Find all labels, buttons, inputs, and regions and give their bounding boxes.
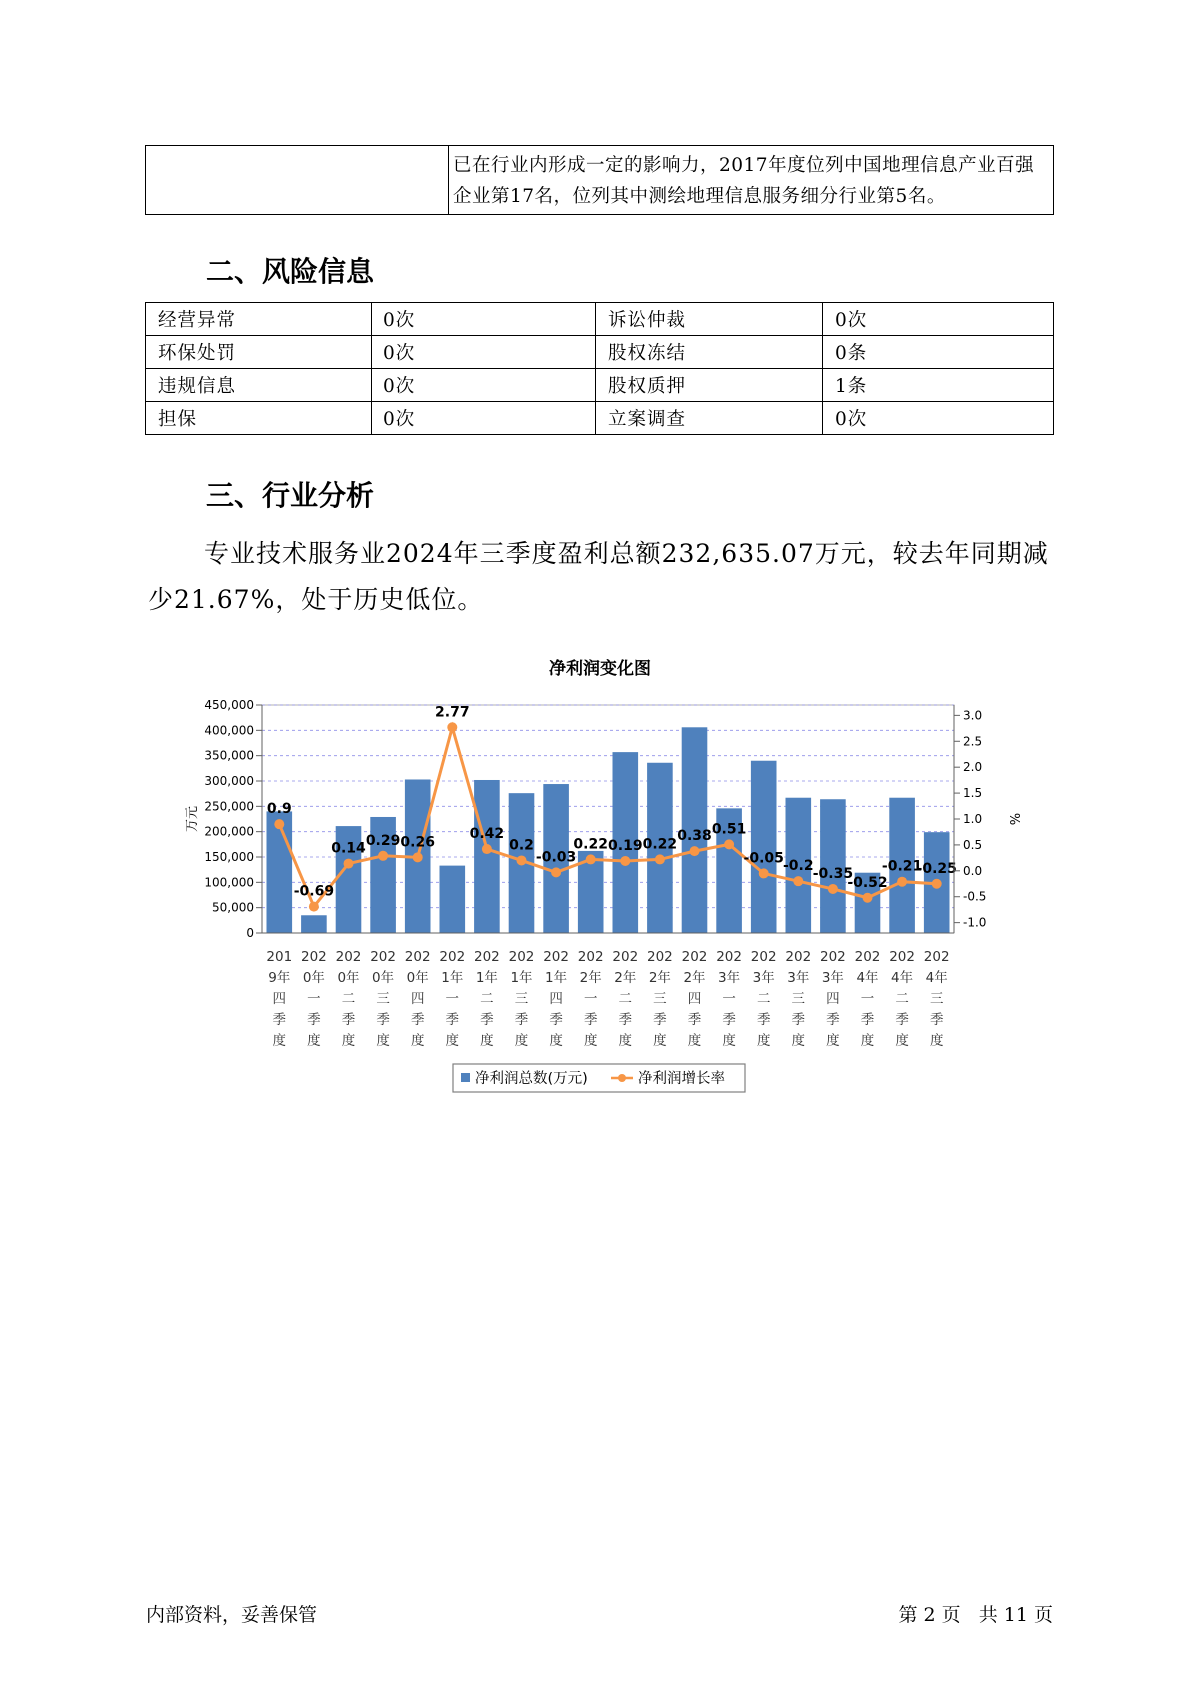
growth-point bbox=[274, 819, 284, 829]
risk-label: 经营异常 bbox=[146, 303, 372, 336]
x-tick-label bbox=[474, 949, 500, 1049]
x-tick-label-line: 季 bbox=[687, 1012, 702, 1028]
x-tick-label-line: 度 bbox=[722, 1033, 736, 1049]
risk-value: 0次 bbox=[823, 303, 1054, 336]
x-tick-label-line: 季 bbox=[480, 1012, 494, 1028]
data-label: -0.25 bbox=[916, 860, 957, 877]
x-tick-label-line: 3年 bbox=[787, 970, 810, 986]
data-label: 0.2 bbox=[509, 837, 534, 854]
bar bbox=[301, 915, 327, 933]
data-label: 0.26 bbox=[400, 834, 435, 851]
right-tick-label: 1.5 bbox=[963, 786, 983, 801]
growth-point bbox=[897, 877, 907, 887]
x-tick-label-line: 三 bbox=[514, 991, 529, 1007]
x-tick-label-line: 度 bbox=[756, 1033, 771, 1049]
data-label: -0.2 bbox=[782, 858, 814, 875]
x-tick-label bbox=[924, 949, 950, 1049]
x-tick-label bbox=[855, 949, 881, 1049]
x-tick-label-line: 季 bbox=[653, 1012, 667, 1028]
x-tick-label-line: 一 bbox=[860, 991, 875, 1007]
x-tick-label-line: 202 bbox=[716, 949, 742, 965]
risk-label: 立案调查 bbox=[596, 402, 823, 435]
x-tick-label bbox=[785, 949, 811, 1049]
growth-point bbox=[378, 851, 388, 861]
data-label: 0.22 bbox=[642, 836, 678, 853]
bar bbox=[474, 780, 500, 933]
left-tick-label: 50,000 bbox=[212, 900, 254, 915]
growth-point bbox=[517, 855, 527, 865]
x-tick-label-line: 1年 bbox=[510, 970, 533, 986]
x-tick-label-line: 季 bbox=[445, 1012, 460, 1028]
left-tick-label: 0 bbox=[246, 926, 254, 940]
section-title-industry: 三、行业分析 bbox=[206, 479, 375, 512]
left-tick-label: 300,000 bbox=[204, 774, 254, 788]
x-tick-label bbox=[612, 949, 638, 1049]
growth-point bbox=[344, 859, 354, 869]
x-tick-label-line: 季 bbox=[376, 1012, 390, 1028]
x-tick-label-line: 一 bbox=[307, 991, 321, 1007]
x-tick-label bbox=[543, 949, 569, 1049]
x-tick-label-line: 度 bbox=[929, 1033, 944, 1049]
x-tick-label bbox=[578, 949, 604, 1049]
bar bbox=[439, 866, 465, 933]
data-label: 0.38 bbox=[677, 828, 712, 845]
x-tick-label-line: 四 bbox=[687, 991, 702, 1007]
data-label: -0.35 bbox=[812, 865, 854, 882]
x-tick-label-line: 202 bbox=[577, 949, 604, 965]
legend-line-label: 净利润增长率 bbox=[638, 1071, 725, 1087]
data-label: 2.77 bbox=[435, 704, 470, 721]
x-tick-label-line: 度 bbox=[341, 1033, 356, 1049]
line-legend-icon bbox=[618, 1074, 626, 1082]
x-tick-label-line: 度 bbox=[514, 1033, 529, 1049]
x-tick-label-line: 度 bbox=[895, 1033, 909, 1049]
footer-page-number: 第 2 页 共 11 页 bbox=[898, 1604, 1053, 1626]
x-tick-label-line: 0年 bbox=[337, 970, 360, 986]
x-tick-label-line: 二 bbox=[341, 991, 356, 1007]
growth-point bbox=[447, 722, 457, 732]
growth-point bbox=[586, 854, 596, 864]
growth-point bbox=[620, 856, 630, 866]
x-tick-label-line: 二 bbox=[618, 991, 633, 1007]
x-tick-label-line: 度 bbox=[618, 1033, 633, 1049]
right-tick-label: 0.5 bbox=[963, 837, 983, 852]
bar bbox=[751, 761, 777, 933]
growth-point bbox=[551, 867, 561, 877]
x-tick-label-line: 四 bbox=[826, 991, 840, 1007]
x-tick-label-line: 二 bbox=[480, 991, 494, 1007]
right-tick-label: 1.0 bbox=[963, 812, 983, 826]
x-tick-label bbox=[751, 949, 777, 1049]
x-tick-label-line: 季 bbox=[618, 1012, 633, 1028]
growth-point bbox=[690, 846, 700, 856]
data-label: 0.51 bbox=[711, 821, 747, 838]
footer-confidential: 内部资料，妥善保管 bbox=[146, 1604, 318, 1626]
plot-area bbox=[262, 705, 954, 933]
x-tick-label-line: 度 bbox=[307, 1033, 321, 1049]
x-tick-label-line: 度 bbox=[272, 1033, 287, 1049]
company-description: 已在行业内形成一定的影响力，2017年度位列中国地理信息产业百强企业第17名，位列其中测绘地理信息服务细分行业第5名。 bbox=[449, 146, 1054, 215]
x-tick-label-line: 202 bbox=[439, 949, 466, 965]
x-tick-label-line: 202 bbox=[647, 949, 673, 965]
x-tick-label bbox=[370, 949, 396, 1049]
x-tick-label-line: 二 bbox=[895, 991, 909, 1007]
x-tick-label-line: 度 bbox=[826, 1033, 840, 1049]
x-tick-label-line: 度 bbox=[860, 1033, 875, 1049]
x-tick-label-line: 三 bbox=[791, 991, 806, 1007]
x-tick-label-line: 三 bbox=[376, 991, 390, 1007]
y-axis-left-label: 万元 bbox=[185, 805, 200, 833]
risk-label: 股权冻结 bbox=[596, 336, 823, 369]
data-label: -0.03 bbox=[535, 849, 577, 866]
x-tick-label-line: 一 bbox=[445, 991, 460, 1007]
growth-point bbox=[759, 868, 769, 878]
x-tick-label-line: 9年 bbox=[268, 970, 291, 986]
left-tick-label: 450,000 bbox=[204, 698, 254, 712]
x-tick-label-line: 季 bbox=[341, 1012, 356, 1028]
x-tick-label-line: 二 bbox=[756, 991, 771, 1007]
x-tick-label-line: 季 bbox=[929, 1012, 944, 1028]
x-tick-label bbox=[336, 949, 362, 1049]
x-tick-label-line: 度 bbox=[445, 1033, 460, 1049]
right-tick-label: 2.5 bbox=[963, 734, 983, 749]
x-tick-label bbox=[439, 949, 465, 1049]
risk-label: 股权质押 bbox=[596, 369, 823, 402]
risk-value: 0次 bbox=[823, 402, 1054, 435]
growth-point bbox=[413, 852, 423, 862]
x-tick-label bbox=[266, 949, 292, 1049]
section-title-risk: 二、风险信息 bbox=[206, 255, 375, 288]
x-tick-label-line: 2年 bbox=[683, 970, 706, 986]
x-tick-label-line: 季 bbox=[583, 1012, 598, 1028]
x-tick-label-line: 4年 bbox=[925, 970, 948, 986]
x-tick-label-line: 3年 bbox=[821, 970, 844, 986]
right-tick-label: 3.0 bbox=[963, 708, 983, 723]
growth-point bbox=[793, 876, 803, 886]
x-tick-label-line: 季 bbox=[307, 1012, 321, 1028]
left-tick-label: 350,000 bbox=[204, 748, 254, 763]
risk-label: 环保处罚 bbox=[146, 336, 372, 369]
bar-legend-icon bbox=[461, 1073, 470, 1082]
right-tick-label: 2.0 bbox=[963, 760, 983, 775]
risk-label: 担保 bbox=[146, 402, 372, 435]
x-tick-label-line: 三 bbox=[929, 991, 944, 1007]
x-tick-label bbox=[889, 949, 915, 1049]
x-tick-label-line: 202 bbox=[854, 949, 881, 965]
x-tick-label bbox=[301, 949, 327, 1049]
x-tick-label-line: 1年 bbox=[545, 970, 568, 986]
left-tick-label: 100,000 bbox=[204, 875, 254, 890]
growth-point bbox=[482, 844, 492, 854]
right-tick-label: 0.0 bbox=[963, 863, 983, 878]
x-tick-label bbox=[716, 949, 742, 1049]
x-tick-label-line: 4年 bbox=[891, 970, 914, 986]
x-tick-label-line: 度 bbox=[549, 1033, 563, 1049]
x-tick-label-line: 季 bbox=[756, 1012, 771, 1028]
data-label: 0.9 bbox=[266, 801, 292, 818]
left-tick-label: 400,000 bbox=[204, 723, 254, 738]
data-label: -0.05 bbox=[743, 850, 784, 867]
growth-point bbox=[724, 839, 734, 849]
x-tick-label-line: 202 bbox=[404, 949, 431, 965]
industry-paragraph-text: 专业技术服务业2024年三季度盈利总额232,635.07万元，较去年同期减少21.67%，处于历史低位。 bbox=[148, 539, 1049, 614]
x-tick-label-line: 季 bbox=[791, 1012, 806, 1028]
x-tick-label bbox=[509, 949, 535, 1049]
x-tick-label-line: 202 bbox=[508, 949, 535, 965]
x-tick-label-line: 季 bbox=[410, 1012, 425, 1028]
x-tick-label-line: 0年 bbox=[406, 970, 429, 986]
right-tick-label: -1.0 bbox=[963, 915, 987, 930]
risk-value: 0次 bbox=[372, 369, 596, 402]
x-tick-label-line: 0年 bbox=[302, 970, 325, 986]
risk-value: 0次 bbox=[372, 303, 596, 336]
x-tick-label-line: 2年 bbox=[579, 970, 602, 986]
risk-value: 0次 bbox=[372, 402, 596, 435]
data-label: 0.14 bbox=[331, 840, 366, 857]
x-tick-label-line: 度 bbox=[410, 1033, 425, 1049]
growth-point bbox=[863, 893, 873, 903]
x-tick-label-line: 202 bbox=[370, 949, 396, 965]
x-tick-label-line: 季 bbox=[722, 1012, 736, 1028]
data-label: 0.42 bbox=[469, 826, 505, 843]
data-label: -0.21 bbox=[881, 858, 923, 875]
x-tick-label bbox=[405, 949, 431, 1049]
data-label: 0.29 bbox=[365, 832, 401, 849]
chart-legend bbox=[453, 1064, 745, 1092]
x-tick-label-line: 四 bbox=[549, 991, 563, 1007]
x-tick-label-line: 三 bbox=[653, 991, 667, 1007]
x-tick-label-line: 季 bbox=[860, 1012, 875, 1028]
risk-value: 0次 bbox=[372, 336, 596, 369]
x-tick-label-line: 1年 bbox=[441, 970, 464, 986]
x-tick-label-line: 季 bbox=[895, 1012, 909, 1028]
x-tick-label-line: 度 bbox=[653, 1033, 667, 1049]
data-label: -0.52 bbox=[847, 874, 888, 891]
x-tick-label bbox=[647, 949, 673, 1049]
right-tick-label: -0.5 bbox=[963, 889, 987, 904]
x-tick-label-line: 度 bbox=[791, 1033, 806, 1049]
growth-point bbox=[932, 879, 942, 889]
x-tick-label-line: 一 bbox=[583, 991, 598, 1007]
left-tick-label: 200,000 bbox=[204, 824, 254, 839]
x-tick-label-line: 202 bbox=[750, 949, 777, 965]
x-tick-label-line: 202 bbox=[543, 949, 569, 965]
x-tick-label-line: 202 bbox=[785, 949, 812, 965]
x-tick-label-line: 202 bbox=[335, 949, 362, 965]
chart-grid bbox=[262, 705, 954, 933]
x-tick-label-line: 202 bbox=[681, 949, 708, 965]
x-tick-label-line: 201 bbox=[266, 949, 293, 965]
data-label: 0.22 bbox=[573, 836, 608, 853]
x-tick-label-line: 202 bbox=[612, 949, 639, 965]
x-tick-label-line: 4年 bbox=[856, 970, 879, 986]
growth-point bbox=[309, 902, 319, 912]
x-tick-label-line: 季 bbox=[549, 1012, 563, 1028]
x-tick-label-line: 一 bbox=[722, 991, 736, 1007]
left-tick-label: 250,000 bbox=[204, 799, 254, 814]
data-label: -0.69 bbox=[293, 883, 335, 900]
x-tick-label-line: 度 bbox=[687, 1033, 702, 1049]
x-tick-label-line: 3年 bbox=[752, 970, 775, 986]
data-label: 0.19 bbox=[608, 837, 643, 854]
x-tick-label-line: 202 bbox=[474, 949, 500, 965]
x-tick-label-line: 202 bbox=[889, 949, 915, 965]
x-tick-label bbox=[682, 949, 708, 1049]
x-tick-label-line: 202 bbox=[820, 949, 846, 965]
bar-series bbox=[266, 727, 949, 933]
x-tick-label-line: 2年 bbox=[648, 970, 671, 986]
growth-point bbox=[828, 884, 838, 894]
x-tick-label-line: 202 bbox=[301, 949, 327, 965]
risk-value: 0条 bbox=[823, 336, 1054, 369]
x-tick-label-line: 1年 bbox=[475, 970, 498, 986]
x-tick-label-line: 四 bbox=[410, 991, 425, 1007]
x-tick-label bbox=[820, 949, 846, 1049]
x-tick-label-line: 3年 bbox=[718, 970, 741, 986]
x-tick-label-line: 季 bbox=[514, 1012, 529, 1028]
growth-point bbox=[655, 854, 665, 864]
x-tick-label-line: 度 bbox=[376, 1033, 390, 1049]
x-tick-label-line: 季 bbox=[826, 1012, 840, 1028]
legend-bar-label: 净利润总数(万元) bbox=[475, 1071, 588, 1087]
y-axis-right-label: % bbox=[1006, 812, 1021, 826]
x-tick-label-line: 季 bbox=[272, 1012, 287, 1028]
bar bbox=[266, 811, 292, 933]
x-tick-label-line: 2年 bbox=[614, 970, 637, 986]
risk-label: 违规信息 bbox=[146, 369, 372, 402]
left-tick-label: 150,000 bbox=[204, 850, 254, 864]
risk-label: 诉讼仲裁 bbox=[596, 303, 823, 336]
chart-title: 净利润变化图 bbox=[549, 659, 651, 679]
x-tick-label-line: 202 bbox=[923, 949, 950, 965]
x-tick-label-line: 度 bbox=[583, 1033, 598, 1049]
x-tick-label-line: 四 bbox=[272, 991, 287, 1007]
x-tick-label-line: 0年 bbox=[372, 970, 395, 986]
risk-value: 1条 bbox=[823, 369, 1054, 402]
x-tick-label-line: 度 bbox=[480, 1033, 494, 1049]
